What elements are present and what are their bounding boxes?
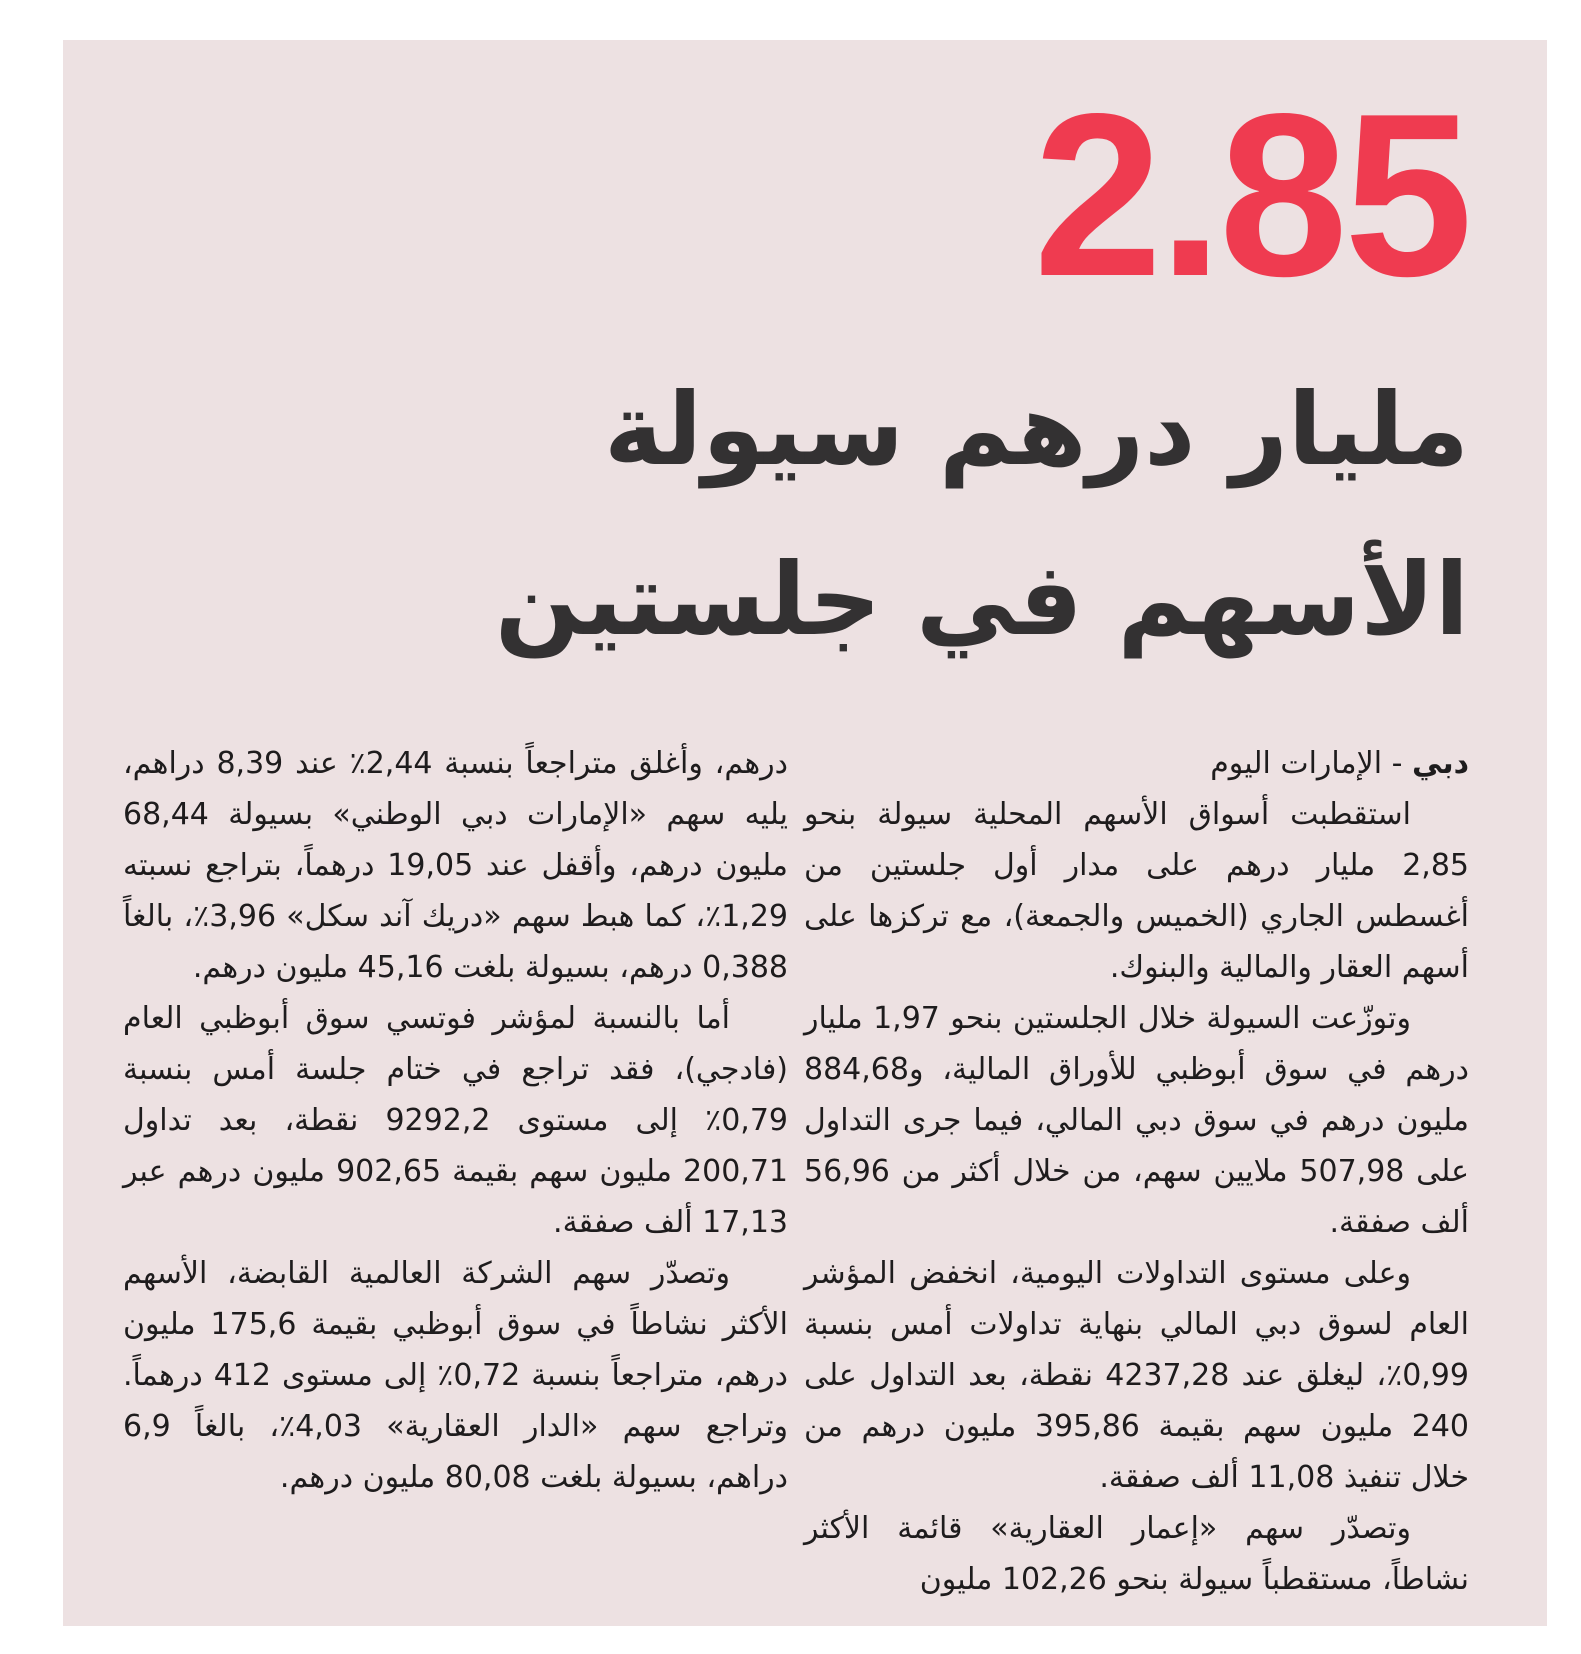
article-column-left: [123, 738, 788, 1503]
article-panel: [63, 40, 1547, 1626]
paragraph: وتصدّر سهم «إعمار العقارية» قائمة الأكثر نشاطاً، مستقطباً سيولة بنحو 102,26 مليون: [804, 1511, 1469, 1597]
paragraph: وتوزّعت السيولة خلال الجلستين بنحو 1,97 مليار درهم في سوق أبوظبي للأوراق المالية، و884,68 مليون درهم في سوق دبي المالي، فيما جرى التداول على 507,98 ملايين سهم، من خلال أكثر من 56,96 ألف صفقة.: [804, 1001, 1469, 1240]
byline: [804, 738, 1469, 789]
paragraph: وعلى مستوى التداولات اليومية، انخفض المؤشر العام لسوق دبي المالي بنهاية تداولات أمس بنسبة 0,99٪، ليغلق عند 4237,28 نقطة، بعد التداول على 240 مليون سهم بقيمة 395,86 مليون درهم من خلال تنفيذ 11,08 ألف صفقة.: [804, 1256, 1470, 1495]
paragraph: درهم، وأغلق متراجعاً بنسبة 2,44٪ عند 8,39 دراهم، يليه سهم «الإمارات دبي الوطني» بسيولة 68,44 مليون درهم، وأقفل عند 19,05 درهماً، بتراجع نسبته 1,29٪، كما هبط سهم «دريك آند سكل» 3,96٪، بالغاً 0,388 درهم، بسيولة بلغت 45,16 مليون درهم.: [123, 746, 789, 985]
byline-separator: -: [1382, 746, 1412, 781]
highlight-number: 2.85: [1033, 66, 1469, 325]
paragraph: وتصدّر سهم الشركة العالمية القابضة، الأسهم الأكثر نشاطاً في سوق أبوظبي بقيمة 175,6 مليون درهم، متراجعاً بنسبة 0,72٪ إلى مستوى 412 درهماً. وتراجع سهم «الدار العقارية» 4,03٪، بالغاً 6,9 دراهم، بسيولة بلغت 80,08 مليون درهم.: [123, 1256, 789, 1495]
paragraph: استقطبت أسواق الأسهم المحلية سيولة بنحو 2,85 مليار درهم على مدار أول جلستين من أغسطس الجاري (الخميس والجمعة)، مع تركزها على أسهم العقار والمالية والبنوك.: [804, 797, 1469, 985]
paragraph: أما بالنسبة لمؤشر فوتسي سوق أبوظبي العام (فادجي)، فقد تراجع في ختام جلسة أمس بنسبة 0,79٪ إلى مستوى 9292,2 نقطة، بعد تداول 200,71 مليون سهم بقيمة 902,65 مليون درهم عبر 17,13 ألف صفقة.: [123, 1001, 788, 1240]
byline-source: الإمارات اليوم: [1210, 746, 1383, 781]
byline-city: دبي: [1411, 746, 1469, 781]
article-column-right: [804, 738, 1469, 1605]
headline: مليار درهم سيولة الأسهم في جلستين: [494, 371, 1469, 658]
